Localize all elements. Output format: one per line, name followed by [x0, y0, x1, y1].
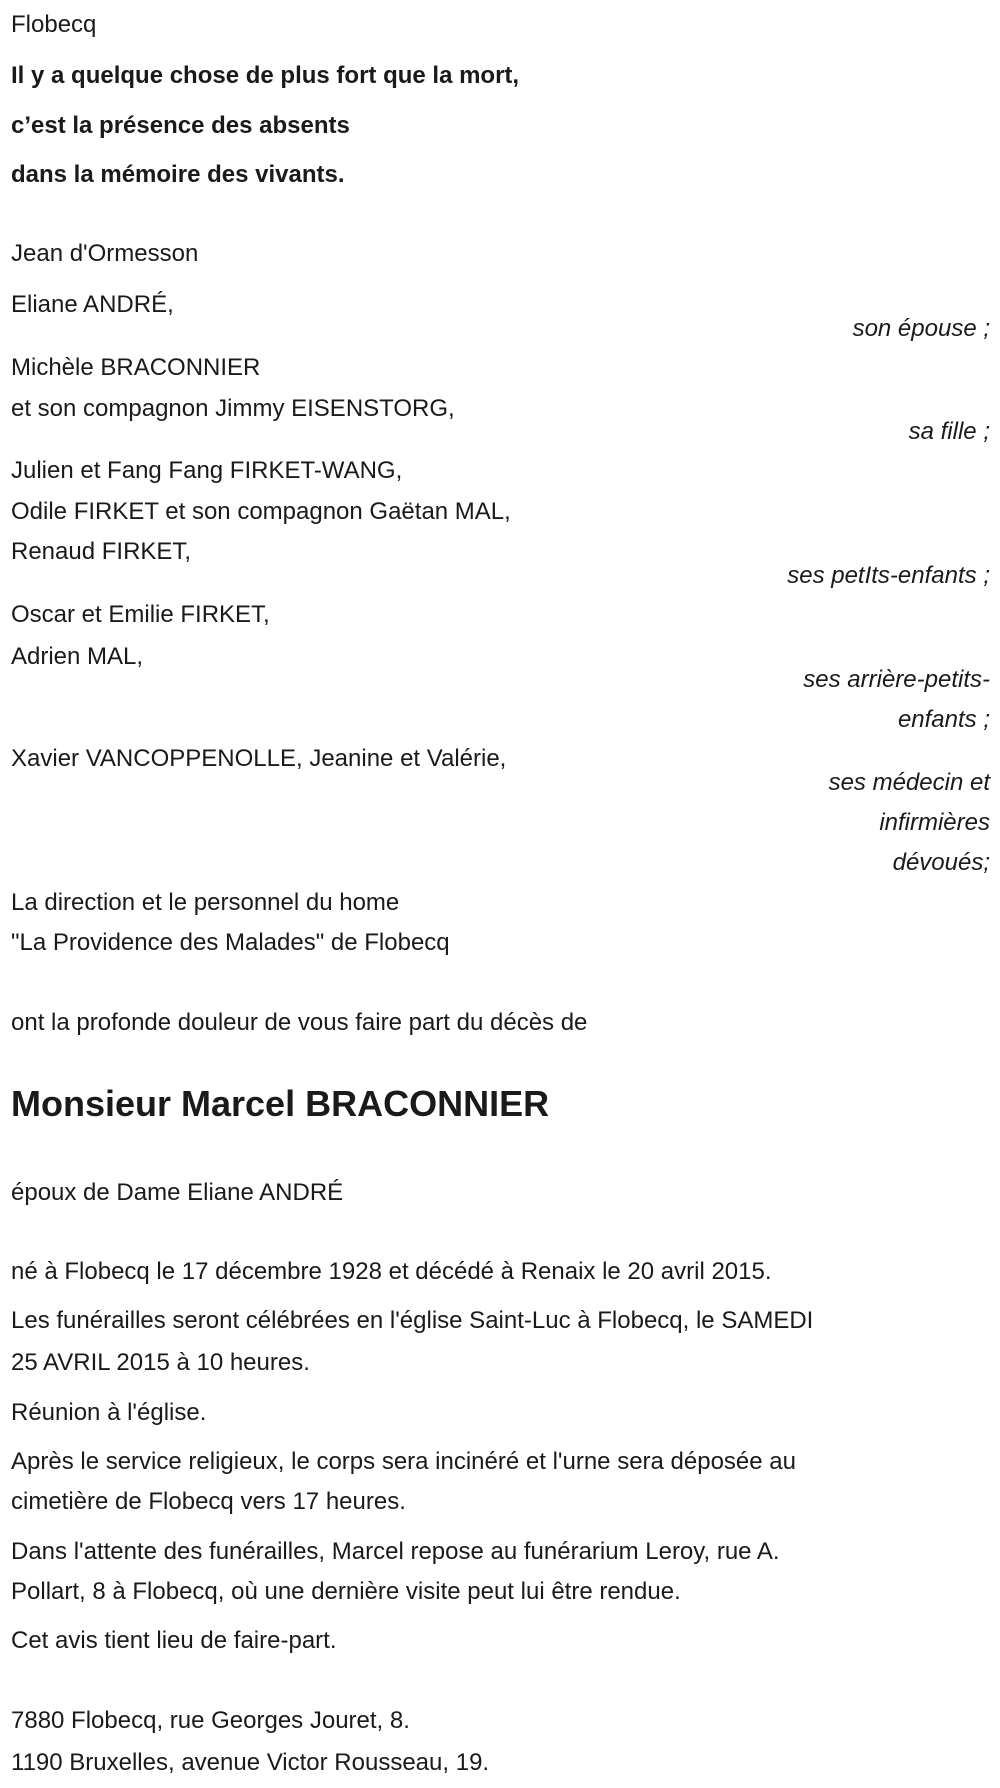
quote-line: Il y a quelque chose de plus fort que la mort,: [11, 62, 520, 89]
detail-line: Dans l'attente des funérailles, Marcel repose au funérarium Leroy, rue A.: [11, 1538, 780, 1565]
family-relation: ses petIts-enfants ;: [787, 562, 990, 589]
family-name: Adrien MAL,: [11, 643, 144, 670]
family-name: La direction et le personnel du home: [11, 889, 400, 916]
address-line: 7880 Flobecq, rue Georges Jouret, 8.: [11, 1707, 410, 1734]
family-name: Eliane ANDRÉ,: [11, 291, 174, 318]
detail-line: cimetière de Flobecq vers 17 heures.: [11, 1488, 406, 1515]
family-name: Xavier VANCOPPENOLLE, Jeanine et Valérie,: [11, 745, 507, 772]
detail-line: Réunion à l'église.: [11, 1399, 207, 1426]
address-line: 1190 Bruxelles, avenue Victor Rousseau, 19.: [11, 1749, 490, 1776]
family-relation: son épouse ;: [852, 315, 990, 342]
family-relation: enfants ;: [897, 706, 990, 733]
family-relation: sa fille ;: [908, 418, 990, 445]
quote-line: c’est la présence des absents: [11, 112, 350, 139]
family-name: Odile FIRKET et son compagnon Gaëtan MAL,: [11, 498, 511, 525]
announcement: ont la profonde douleur de vous faire part du décès de: [11, 1009, 588, 1036]
detail-line: Cet avis tient lieu de faire-part.: [11, 1627, 337, 1654]
family-name: et son compagnon Jimmy EISENSTORG,: [11, 395, 455, 422]
detail-line: né à Flobecq le 17 décembre 1928 et décédé à Renaix le 20 avril 2015.: [11, 1258, 772, 1285]
family-name: Julien et Fang Fang FIRKET-WANG,: [11, 457, 403, 484]
detail-line: 25 AVRIL 2015 à 10 heures.: [11, 1349, 310, 1376]
family-name: Michèle BRACONNIER: [11, 354, 261, 381]
detail-line: Pollart, 8 à Flobecq, où une dernière visite peut lui être rendue.: [11, 1578, 681, 1605]
family-name: Renaud FIRKET,: [11, 538, 192, 565]
spouse-line: époux de Dame Eliane ANDRÉ: [11, 1179, 344, 1206]
family-relation: ses arrière-petits-: [803, 666, 990, 693]
family-relation: infirmières: [879, 809, 990, 836]
family-relation: ses médecin et: [828, 769, 990, 796]
deceased-name: Monsieur Marcel BRACONNIER: [11, 1083, 550, 1124]
detail-line: Les funérailles seront célébrées en l'église Saint-Luc à Flobecq, le SAMEDI: [11, 1307, 814, 1334]
family-name: Oscar et Emilie FIRKET,: [11, 601, 270, 628]
place-heading: Flobecq: [11, 11, 97, 38]
detail-line: Après le service religieux, le corps sera incinéré et l'urne sera déposée au: [11, 1448, 796, 1475]
family-name: "La Providence des Malades" de Flobecq: [11, 929, 450, 956]
quote-line: dans la mémoire des vivants.: [11, 161, 345, 188]
quote-author: Jean d'Ormesson: [11, 240, 199, 267]
family-relation: dévoués;: [892, 849, 990, 876]
